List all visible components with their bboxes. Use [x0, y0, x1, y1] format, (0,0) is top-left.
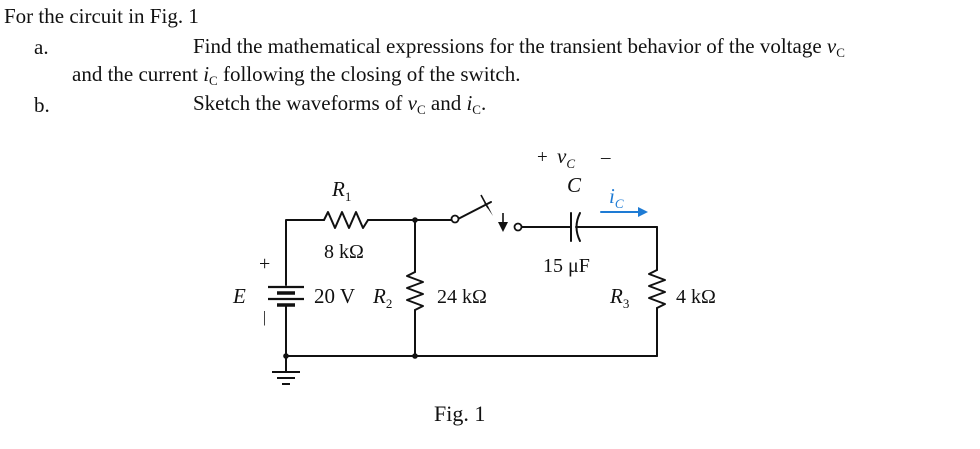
switch-arrow-head-icon [484, 203, 493, 216]
part-a-marker: a. [34, 35, 49, 59]
source-value: 20 V [314, 284, 356, 308]
ic-label: $i_C$ [609, 184, 624, 211]
part-b-and: and [430, 91, 462, 115]
cap-plus-label: + [537, 147, 548, 168]
r1-label: $R_1$ [332, 177, 352, 204]
ic-symbol: $i_C$ [466, 91, 481, 118]
node-dot-top [412, 217, 418, 223]
part-a-line-2-pre: and the current [72, 62, 198, 86]
cap-label: C [567, 173, 582, 197]
r3-zigzag [649, 270, 665, 308]
r3-value: 4 kΩ [676, 286, 716, 308]
cap-minus-label: – [601, 147, 611, 168]
vc-label: $v_C$ [557, 144, 575, 171]
figure-caption: Fig. 1 [434, 401, 486, 426]
part-b-marker: b. [34, 93, 50, 117]
part-a-line-1-text: Find the mathematical expressions for the transient behavior of the voltage [193, 34, 822, 58]
wire-top-left [286, 220, 324, 225]
switch-contact-left [452, 216, 459, 223]
r1-zigzag [324, 212, 368, 228]
node-dot-bottom [412, 353, 418, 359]
cap-value: 15 μF [543, 255, 590, 277]
battery-plus-label: + [259, 253, 271, 275]
r3-label: $R_3$ [610, 284, 630, 311]
part-b-text: Sketch the waveforms of [193, 91, 403, 115]
vc-symbol: $v_C$ [407, 91, 426, 118]
ic-arrow-head-icon [638, 207, 648, 217]
switch-contact-right [515, 224, 522, 231]
r1-value: 8 kΩ [324, 241, 364, 263]
part-b-line: Sketch the waveforms of $v_C$ and $i_C$. [193, 91, 487, 118]
r2-label: $R_2$ [373, 284, 393, 311]
ic-symbol: $i_C$ [203, 62, 218, 89]
source-label: E [233, 284, 246, 308]
part-a-line-2-post: following the closing of the switch. [222, 62, 521, 86]
problem-intro: For the circuit in Fig. 1 [4, 4, 199, 28]
r2-value: 24 kΩ [437, 286, 487, 308]
switch-down-arrow-icon [498, 222, 508, 232]
node-dot-ground [283, 353, 289, 359]
vc-symbol: $v_C$ [826, 34, 845, 61]
battery-minus-mark: | [263, 309, 267, 326]
r2-zigzag [407, 272, 423, 310]
